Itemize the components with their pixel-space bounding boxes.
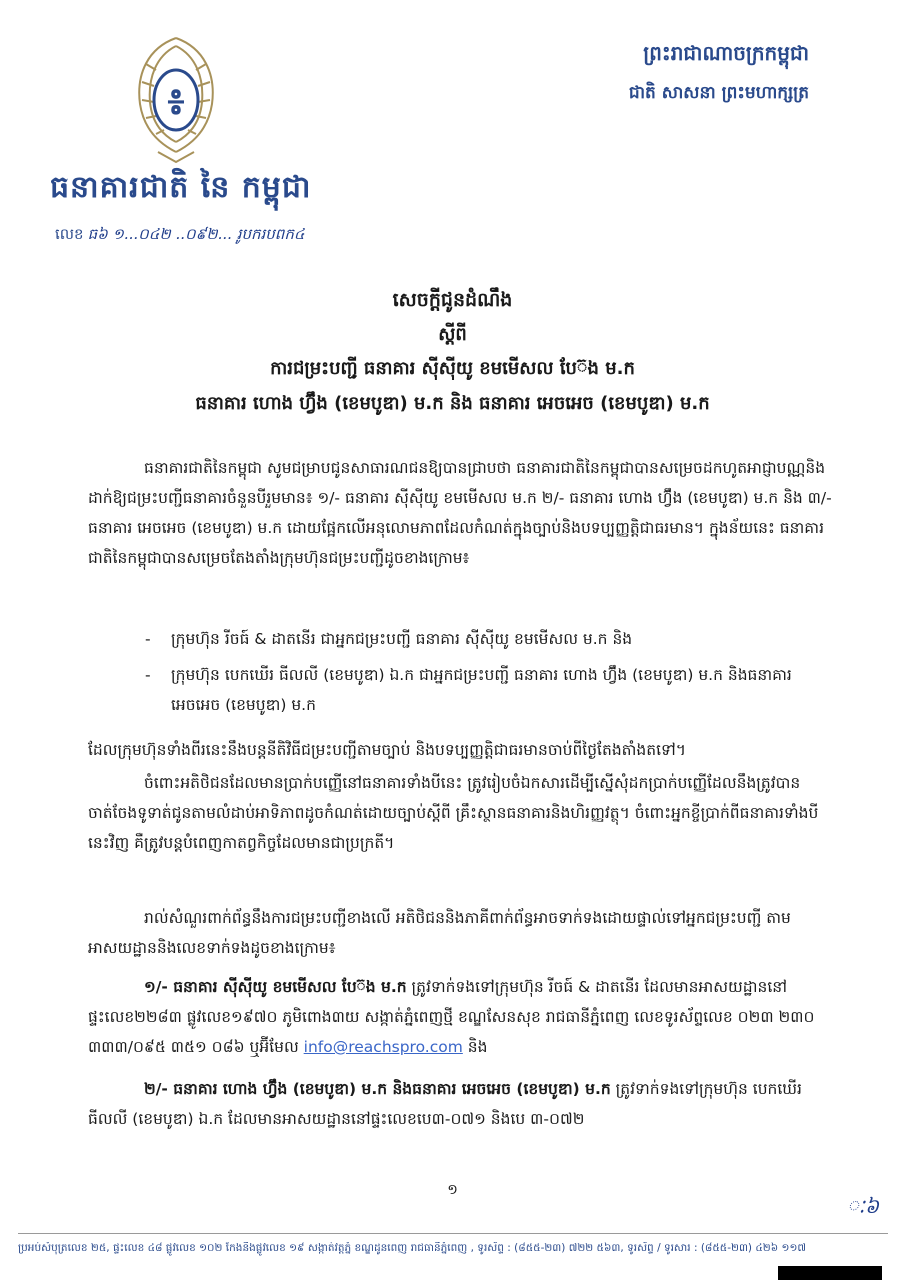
paragraph-depositors: ចំពោះអតិថិជនដែលមានប្រាក់បញ្ញើនៅធនាគារទាំងបីនេះ ត្រូវរៀបចំឯកសារដើម្បីស្នើសុំដកប្រាក់បញ្ញើដែលនឹងត្រូវបានចាត់ចែងទូទាត់ជូនតាមលំដាប់អាទិភាពដូចកំណត់ដោយច្បាប់ស្ដីពី គ្រឹះស្ថានធនាគារនិងហិរញ្ញវត្ថុ។ ចំពោះអ្នកខ្ចីប្រាក់ពីធនាគារទាំងបីនេះវិញ គឺត្រូវបន្តបំពេញកាតព្វកិច្ចដែលមានជាប្រក្រតី។ [88, 774, 819, 852]
svg-text:៖: ៖ [167, 79, 185, 123]
initials-signature: ៈ៦ [847, 1194, 879, 1218]
contact-2-lead: ២/- ធនាគារ ហោង ហ៊្វឹង (ខេមបូឌា) ម.ក និងធនាគារ អេចអេច (ខេមបូឌា) ម.ក [144, 1080, 611, 1098]
paragraph-intro: ធនាគារជាតិនៃកម្ពុជា សូមជម្រាបជូនសាធារណជនឱ្យបានជ្រាបថា ធនាគារជាតិនៃកម្ពុជាបានសម្រេចដកហូតអាជ្ញាបណ្ណនិងដាក់ឱ្យជម្រះបញ្ជីធនាគារចំនួនបីរួមមាន៖ ១/- ធនាគារ ស៊ីស៊ីយូ ខមមើសល ម.ក ២/- ធនាគារ ហោង ហ៊្វឹង (ខេមបូឌា) ម.ក និង ៣/- ធនាគារ អេចអេច (ខេមបូឌា) ម.ក ដោយផ្អែកលើអនុលោមភាពដែលកំណត់ក្នុងច្បាប់និងបទប្បញ្ញត្តិជាធរមាន។ ក្នុងន័យនេះ ធនាគារជាតិនៃកម្ពុជាបានសម្រេចតែងតាំងក្រុមហ៊ុនជម្រះបញ្ជីដូចខាងក្រោម៖ [88, 459, 832, 567]
contact-1-text: ត្រូវទាក់ទងទៅក្រុមហ៊ុន រីចធ៍ & ដាតនើរ ដែលមានអាសយដ្ឋាននៅផ្ទះលេខ២២៨៣ ផ្លូវលេខ១៩៧០ ភូមិពោង៣យ សង្កាត់ភ្នំពេញថ្មី ខណ្ឌសែនសុខ រាជធានីភ្នំពេញ លេខទូរស័ព្ទលេខ ០២៣ ២៣០ ៣៣៣/០៩៥ ៣៥១ ០៨៦ ឬអ៊ីមែល [88, 978, 815, 1056]
nbc-logo [128, 34, 224, 166]
notice-title: សេចក្ដីជូនដំណឹង [392, 289, 513, 311]
bullet-dash: - [145, 666, 151, 684]
bank-name: ធនាគារជាតិ នៃ កម្ពុជា [50, 170, 312, 205]
footer-divider [18, 1233, 888, 1234]
bullet-dash: - [145, 630, 151, 648]
notice-subject-line2: ធនាគារ ហោង ហ៊្វឹង (ខេមបូឌា) ម.ក និង ធនាគារ អេចអេច (ខេមបូឌា) ម.ក [195, 393, 710, 414]
national-motto: ជាតិ សាសនា ព្រះមហាក្សត្រ [628, 83, 809, 103]
notice-subject-label: ស្ដីពី [438, 324, 467, 345]
bullet-item-1 [145, 624, 835, 654]
ref-value: ធ៦ ១...០៤២ ..០៩២... រូបករបពក៤ [87, 225, 305, 243]
bullet-item-2 [145, 660, 835, 720]
kingdom-name: ព្រះរាជាណាចក្រកម្ពុជា [643, 41, 809, 65]
email-link[interactable]: info@reachspro.com [303, 1038, 463, 1056]
paragraph-contact-2 [88, 1074, 836, 1134]
notice-subject-line1: ការជម្រះបញ្ជី ធនាគារ ស៊ីស៊ីយូ ខមមើសល បែ៊ង ម.ក [270, 358, 635, 379]
reference-number [55, 225, 304, 247]
redaction-box [778, 1266, 882, 1280]
kingdom-motto [629, 40, 809, 107]
contact-1-end: និង [462, 1038, 488, 1056]
footer-address: ប្រអប់សំបុត្រលេខ ២៥, ផ្ទះលេខ ៤៨ ផ្លូវលេខ ១០២ កែងនឹងផ្លូវលេខ ១៩ សង្កាត់វត្តភ្នំ ខណ្ឌដូនពេញ រាជធានីភ្នំពេញ , ទូរស័ព្ទ : (៨៥៥-២៣) ៧២២ ៥៦៣, ទូរស័ព្ទ / ទូរសារ : (៨៥៥-២៣) ៤២៦ ១១៧ [18, 1242, 807, 1254]
page-number: ១ [447, 1182, 458, 1198]
paragraph-liquidators: ដែលក្រុមហ៊ុនទាំងពីរនេះនឹងបន្តនីតិវិធីជម្រះបញ្ជីតាមច្បាប់ និងបទប្បញ្ញត្តិជាធរមានចាប់ពីថ្ងៃតែងតាំងតទៅ។ [88, 741, 686, 759]
paragraph-contact-1 [88, 972, 836, 1062]
bullet-text: ក្រុមហ៊ុន បេកឃើរ ធីលលី (ខេមបូឌា) ឯ.ក ជាអ្នកជម្រះបញ្ជី ធនាគារ ហោង ហ៊្វឹង (ខេមបូឌា) ម.ក និងធនាគារ អេចអេច (ខេមបូឌា) ម.ក [171, 666, 792, 714]
contact-1-lead: ១/- ធនាគារ ស៊ីស៊ីយូ ខមមើសល បែ៊ង ម.ក [144, 978, 407, 996]
contact-2-text: ត្រូវទាក់ទងទៅក្រុមហ៊ុន បេកឃើរ ធីលលី (ខេមបូឌា) ឯ.ក ដែលមានអាសយដ្ឋាននៅផ្ទះលេខបេ៣-០៧១ និងបេ ៣-០៧២ [88, 1080, 802, 1128]
ref-label: លេខ [55, 225, 84, 243]
bullet-text: ក្រុមហ៊ុន រីចធ៍ & ដាតនើរ ជាអ្នកជម្រះបញ្ជី ធនាគារ ស៊ីស៊ីយូ ខមមើសល ម.ក និង [171, 630, 633, 648]
paragraph-inquiries: រាល់សំណួរពាក់ព័ន្ធនឹងការជម្រះបញ្ជីខាងលើ អតិថិជននិងភាគីពាក់ព័ន្ធអាចទាក់ទងដោយផ្ទាល់ទៅអ្នកជម្រះបញ្ជី តាមអាសយដ្ឋាននិងលេខទាក់ទងដូចខាងក្រោម៖ [88, 909, 791, 957]
